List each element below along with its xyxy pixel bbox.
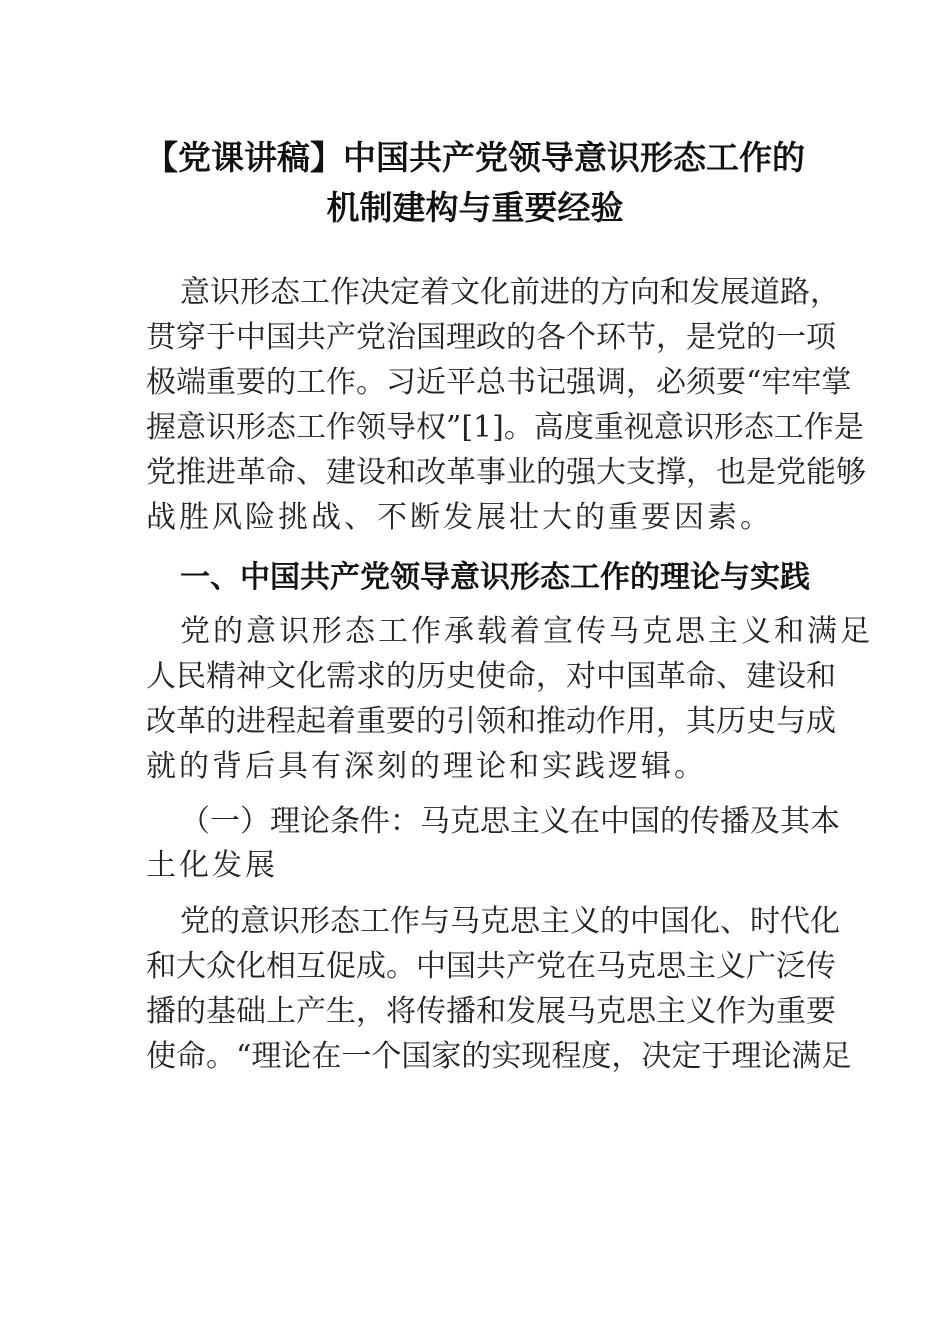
paragraph-1-line: 意识形态工作决定着文化前进的方向和发展道路， — [180, 275, 840, 310]
paragraph-1-line: 战胜风险挑战、不断发展壮大的重要因素。 — [146, 500, 773, 535]
paragraph-1-line: 贯穿于中国共产党治国理政的各个环节，是党的一项 — [146, 320, 836, 355]
paragraph-1-line: 极端重要的工作。习近平总书记强调，必须要“牢牢掌 — [146, 365, 852, 400]
paragraph-2-line: 人民精神文化需求的历史使命，对中国革命、建设和 — [146, 659, 836, 694]
document-title-line-1: 【党课讲稿】中国共产党领导意识形态工作的 — [145, 138, 805, 177]
subsection-heading-line: 土化发展 — [146, 848, 278, 883]
subsection-heading-line: （一）理论条件：马克思主义在中国的传播及其本 — [180, 804, 840, 839]
paragraph-2-line: 党的意识形态工作承载着宣传马克思主义和满足 — [180, 614, 873, 649]
paragraph-3-line: 使命。“理论在一个国家的实现程度，决定于理论满足 — [146, 1039, 852, 1074]
paragraph-1-line: 党推进革命、建设和改革事业的强大支撑，也是党能够 — [146, 455, 866, 490]
section-heading: 一、中国共产党领导意识形态工作的理论与实践 — [180, 560, 810, 595]
paragraph-2-line: 改革的进程起着重要的引领和推动作用，其历史与成 — [146, 704, 836, 739]
paragraph-3-line: 和大众化相互促成。中国共产党在马克思主义广泛传 — [146, 949, 836, 984]
document-title-line-2: 机制建构与重要经验 — [326, 188, 624, 227]
paragraph-3-line: 党的意识形态工作与马克思主义的中国化、时代化 — [180, 904, 840, 939]
paragraph-3-line: 播的基础上产生，将传播和发展马克思主义作为重要 — [146, 994, 836, 1029]
paragraph-1-line: 握意识形态工作领导权”[1]。高度重视意识形态工作是 — [146, 410, 864, 445]
paragraph-2-line: 就的背后具有深刻的理论和实践逻辑。 — [146, 749, 707, 784]
